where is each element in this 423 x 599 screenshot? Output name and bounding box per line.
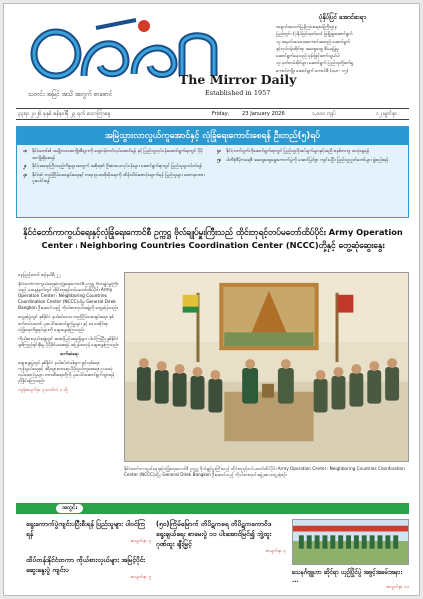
section-tag: အတွင်း [56, 504, 83, 513]
teaser-page: စာမျက်နှာ ၅ [130, 575, 151, 580]
weekday: Friday, [212, 111, 230, 117]
teaser-story[interactable] [26, 555, 151, 581]
teaser-page: စာမျက်နှာ ၁၁ [386, 585, 409, 590]
byline: နေပြည်တော် ဇန်နဝါရီ ၂၂ [18, 273, 61, 278]
inside-section [16, 503, 409, 591]
main-headline[interactable]: နိုင်ငံတော်ကာကွယ်ရေးနှင့်လုံခြုံရေးကောင်စီ ဥက္ကဋ္ဌ ဗိုလ်ချုပ်မှူးကြီးသည် ထိုင်းဘုရင့်တပ်မတော်ထိပ်ပိုင်း Army Operation Center ၊ Neighboring Countries Coordination Center (NCCC)တို့နှင့် တွေ့ဆုံဆွေးနွေး [23, 227, 403, 250]
staff-line: နှင့်လုပ်ငန်းဆိုင်ရာ အထွေထွေ စီမံခန့်ခွဲမှု [276, 46, 339, 52]
masthead-tagline: သတင်း အမြင် အသိ အတွက် စာစောင် [28, 91, 113, 98]
objectives-right-column [217, 149, 403, 166]
dateline-bar [16, 108, 409, 120]
paragraph: ဆွေးနွေးပွဲတွင် နှစ်နိုင်ငံ နယ်စပ်တံခါးများ ဖွင့်လှစ်ရေး၊ ကုန်သွယ်ရေးနှင့် ခရီးသွားလာရေး ပိုမိုလွယ်ကူစေရေး၊ ဥပဒေမဲ့ လုပ်ဆောင်မှုများ တားဆီးရေးတို့ကို ပူးပေါင်းဆောင်ရွက်သွားရန် ညှိနှိုင်းခဲ့ကြသည်။ [18, 361, 115, 385]
teaser-title: ရွေးကောက်ပွဲကျင်းပပြီးစီးရန် ပြည်သူများ ပါဝင်ကြရန် [26, 520, 146, 538]
paragraph: နိုင်ငံတော်ကာကွယ်ရေးနှင့်လုံခြုံရေးကောင်စီ ဥက္ကဋ္ဌ ဗိုလ်ချုပ်မှူးကြီးသည် ယနေ့နံနက်တွင် ထိုင်းဘုရင့်တပ်မတော်ထိပ်ပိုင်း Army Operation Center ၊ Neighboring Countries Coordination Center (NCCC)တို့မှ General Direk Bangkon ဦးဆောင်သည့် ကိုယ်စားလှယ်အဖွဲ့ကို တွေ့ဆုံခဲ့သည်။ [18, 282, 119, 312]
meeting-photo [124, 272, 409, 462]
continued-note[interactable]: ကျန်စာမျက်နှာ ၃ ကော်လံ ၁ သို့ [18, 388, 68, 394]
masthead [16, 14, 409, 110]
teaser-story[interactable] [26, 519, 151, 545]
issue-date: 23 January 2026 [242, 111, 285, 117]
teaser-story[interactable] [156, 519, 286, 555]
issue-info: ၃၃ရာ ၂၀၂၆ ခုနှစ် ဇန်နဝါရီ ၂၃ ရက် သောကြာနေ့ [18, 111, 111, 117]
teaser-title: ထိပ်တန်းနိုင်ငံတကာ ကိုယ်စားလှယ်များ အမြင့်ပိုင်းဆွေးနွေးပွဲ ကျင်းပ [26, 556, 145, 574]
staff-line: ကောင်းကျိုး ဆောင်ရွက် ကောင်စီ (ဗမာ- ၁၅) [276, 68, 349, 74]
staff-line: အချက်အလက်ပြန်ကြားရေးဝန်ကြီးဌာန [276, 25, 337, 30]
established-line: Established in 1957 [205, 89, 271, 97]
staff-box [276, 14, 409, 102]
objective-item: ၄။ နိုင်ငံ့ဘက်ဂျက်ကိုဆောင်ရွက်ရာတွင် ပြည်သူ့လိုအပ်ချက်များနှင့်အညီ စနစ်တကျ အသုံးချရန် [217, 149, 369, 154]
price: ၁,၀၀၀ ကျပ် [312, 111, 336, 117]
staff-line: ပြည်တွင်း (ပုံနှိပ်ဖြင့်ထုတ်ဝေ) ဖြန့်ဖြူးဆောင်ရွက် [276, 32, 353, 38]
teaser-title: (၅၀)ကြိမ်မြောက် တိပိဋကဓရ တိပိဋကကောဝိဒ ရွေးချယ်ရေး စာမေးပွဲ ၁၁ ပါးအောင်မြင်၍ ဘွဲ့ထူးဂုဏ်ထူး ချီးမြှင့် [156, 520, 272, 548]
objective-item: ၅။ ပါတီစုံဒီမိုကရေစီ အထွေထွေရွေးကောက်ပွဲကို အောင်မြင်စွာ ကျင်းပပြီး ပြည်သူ့လွှတ်တော်များ ဖွဲ့စည်းရန် [217, 157, 389, 163]
newspaper-page [3, 3, 420, 596]
subhead: ဆက်ဆံရေး [59, 351, 79, 357]
teaser-story[interactable] [292, 569, 409, 591]
objectives-box [16, 126, 409, 218]
objective-item: ၁။ နိုင်ငံတော်၏ အမျိုးသားအကျိုးစီးပွားကို ရှေ့တန်းတင်လုပ်ဆောင်ရန် နှင့် ပြည်သူ့လုပ်ငန်းဆောင်ရွက်ရာတွင် ပိုမိုအကျိုးရှိစေရန် [23, 149, 203, 161]
page-count: ၁၂ မျက်နှာ [376, 111, 397, 117]
article-body [18, 282, 120, 502]
staff-line: ဆောင်ရွက်နေသည် ဖုန်းဖြင့်ဆက်သွယ်ပါ [276, 54, 340, 60]
paragraph: ကိုယ်စားလှယ်အဖွဲ့တွင် အဆင့်မြင့်အရာရှိများ ပါဝင်ကြပြီး နှစ်နိုင်ငံ ချစ်ကြည်ရင်းနှီးမှု ပိုမိုခိုင်မာစေရန် အပြန်အလှန် ဆွေးနွေးကြသည်။ [18, 336, 119, 348]
teaser-page: စာမျက်နှာ ၃ [130, 539, 151, 544]
photo-caption: နိုင်ငံတော်ကာကွယ်ရေးနှင့်လုံခြုံရေးကောင်စီ ဥက္ကဋ္ဌ ဗိုလ်ချုပ်မှူးကြီးသည် ထိုင်းဘုရင့်တပ်မတော်ထိပ်ပိုင်း Army Operation Center ၊ Neighboring Countries Coordination Center (NCCC)တို့မှ General Direk Bangkon ဦးဆောင်သည့် ကိုယ်စားလှယ်အဖွဲ့အား တွေ့ဆုံစဉ်။ [124, 466, 405, 478]
teaser-page: စာမျက်နှာ ၄ [265, 549, 286, 554]
staff-line: သူ မှတ်တမ်းဖိုင်များ ဆောင်ရွက် ပြည်သူတို့ဖတ်ရှု [276, 61, 354, 67]
staff-line: သူ အမှတ်အသားအကောင်အထည် ဆောင်ရွက် [276, 39, 351, 45]
paragraph: တွေ့ဆုံပွဲတွင် နှစ်နိုင်ငံ နယ်စပ်ဒေသ တည်ငြိမ်အေးချမ်းရေး၊ နှစ်ဖက်တပ်မတော် ပူးပေါင်းဆောင်ရွက်မှုများ နှင့် ဒေသဆိုင်ရာ လုံခြုံရေးကိစ္စရပ်များကို ဆွေးနွေးခဲ့ကြသည်။ [18, 315, 114, 333]
objectives-left-column [23, 149, 209, 188]
teaser-title: သေနင်္ဂဗျူဟာ ဆိုင်ရာ ယှဉ်ပြိုင်ပွဲ အဖွင့်အခမ်းအနား ... [292, 569, 403, 584]
objectives-title: အမြဲသွားလာလွယ်ကူအောင်နှင့် လုံခြုံရေးကောင်းစေရန် ဦးတည်(၅)ရပ် [17, 127, 408, 145]
parade-thumbnail [292, 519, 409, 565]
objective-item: ၃။ နိုင်ငံ၏ တည်ငြိမ်အေးချမ်းရေးနှင့် တရားဥပဒေစိုးမိုးရေးကို ထိန်းသိမ်းစောင့်ရှောက်ရန် ပြည်သူများ စေတနာထားပူးပေါင်းရန် [23, 172, 205, 185]
objective-item: ၂။ နိုင်ငံ့အရေးကြီးသည့်ကိစ္စများအတွက် အစိုးရ၏ ဦးစားပေးလုပ်ငန်းများ ဆောင်ရွက်ရာတွင် ပြည်သူများပါဝင်ရန် [23, 164, 202, 170]
staff-heading: ပုံနှိပ်ပြင် အောင်ဆရာ [318, 14, 367, 21]
english-title: The Mirror Daily [179, 72, 297, 87]
